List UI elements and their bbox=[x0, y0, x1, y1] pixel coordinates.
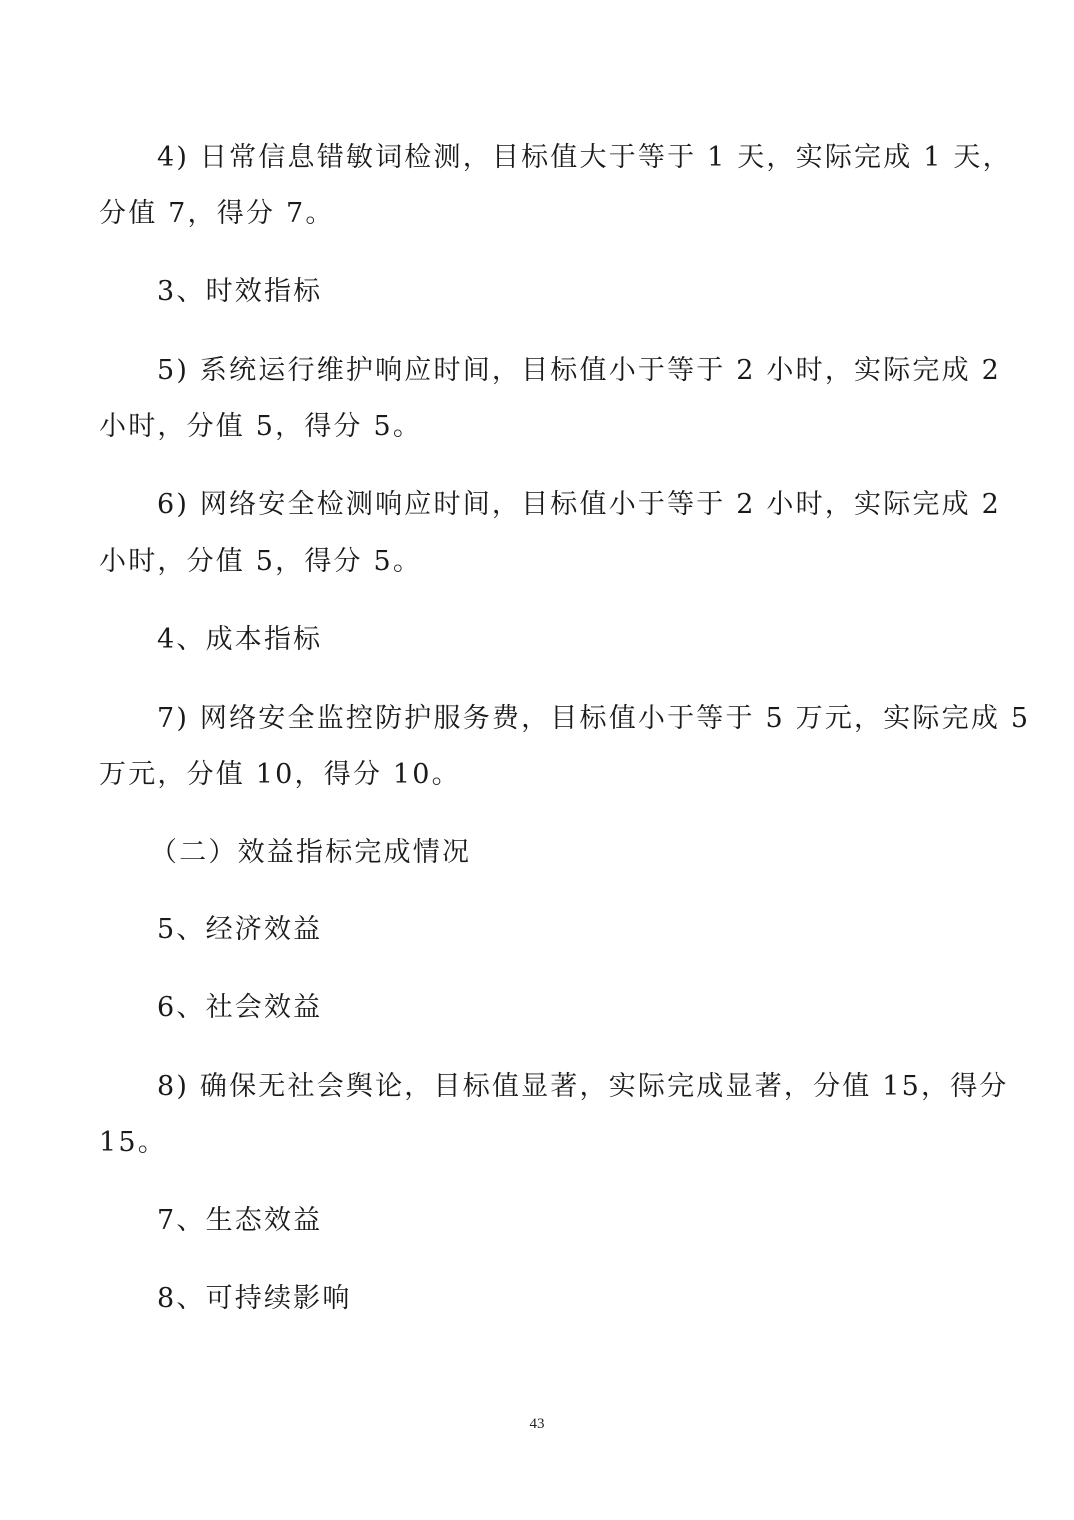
paragraph-line: 6) 网络安全检测响应时间，目标值小于等于 2 小时，实际完成 2 bbox=[157, 489, 1001, 520]
paragraph-line: 万元，分值 10，得分 10。 bbox=[99, 759, 461, 790]
paragraph-line: 7) 网络安全监控防护服务费，目标值小于等于 5 万元，实际完成 5 bbox=[157, 703, 1031, 734]
section-heading: 5、经济效益 bbox=[157, 914, 323, 945]
paragraph-line: 5) 系统运行维护响应时间，目标值小于等于 2 小时，实际完成 2 bbox=[157, 355, 1001, 386]
section-heading: （二）效益指标完成情况 bbox=[150, 837, 472, 868]
section-heading: 6、社会效益 bbox=[157, 992, 323, 1023]
section-heading: 7、生态效益 bbox=[157, 1205, 323, 1236]
paragraph-line: 分值 7，得分 7。 bbox=[99, 198, 335, 229]
paragraph-line: 小时，分值 5，得分 5。 bbox=[99, 546, 423, 577]
section-heading: 4、成本指标 bbox=[157, 624, 323, 655]
paragraph-line: 小时，分值 5，得分 5。 bbox=[99, 411, 423, 442]
paragraph-line: 4) 日常信息错敏词检测，目标值大于等于 1 天，实际完成 1 天， bbox=[157, 142, 1012, 173]
page-number: 43 bbox=[529, 1416, 545, 1432]
paragraph-line: 15。 bbox=[99, 1127, 167, 1158]
section-heading: 3、时效指标 bbox=[157, 276, 323, 307]
paragraph-line: 8) 确保无社会舆论，目标值显著，实际完成显著，分值 15，得分 bbox=[157, 1071, 1009, 1102]
section-heading: 8、可持续影响 bbox=[157, 1283, 352, 1314]
